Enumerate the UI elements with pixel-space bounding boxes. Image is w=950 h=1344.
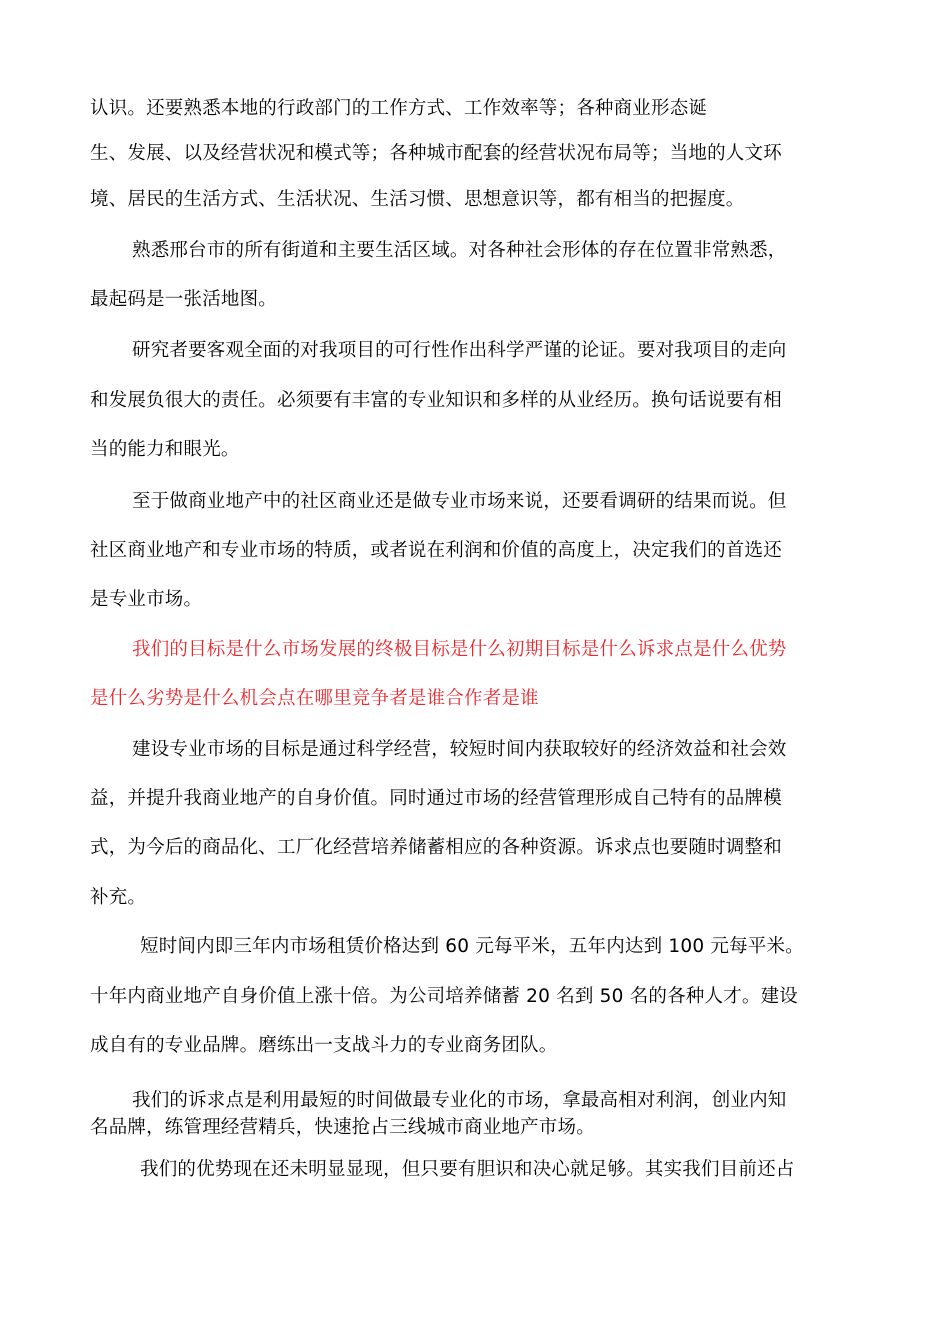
paragraph-first-line: 研究者要客观全面的对我项目的可行性作出科学严谨的论证。要对我项目的走向: [132, 340, 787, 361]
text-line: 最起码是一张活地图。: [90, 289, 278, 310]
text-line: 和发展负很大的责任。必须要有丰富的专业知识和多样的从业经历。换句话说要有相: [90, 390, 782, 411]
text-line: 认识。还要熟悉本地的行政部门的工作方式、工作效率等；各种商业形态诞: [90, 98, 708, 119]
paragraph-first-line: 建设专业市场的目标是通过科学经营，较短时间内获取较好的经济效益和社会效: [132, 739, 787, 760]
text-line: 社区商业地产和专业市场的特质，或者说在利润和价值的高度上，决定我们的首选还: [90, 540, 782, 561]
text-line: 十年内商业地产自身价值上涨十倍。为公司培养储蓄 20 名到 50 名的各种人才。建设: [90, 986, 799, 1007]
text-line: 生、发展、以及经营状况和模式等；各种城市配套的经营状况布局等；当地的人文环: [90, 143, 782, 164]
highlighted-heading-line: 是什么劣势是什么机会点在哪里竞争者是谁合作者是谁: [90, 688, 539, 709]
text-line: 境、居民的生活方式、生活状况、生活习惯、思想意识等，都有相当的把握度。: [90, 189, 745, 210]
text-line: 名品牌，练管理经营精兵，快速抢占三线城市商业地产市场。: [90, 1117, 595, 1138]
text-line: 益，并提升我商业地产的自身价值。同时通过市场的经营管理形成自己特有的品牌模: [90, 788, 782, 809]
paragraph-first-line: 短时间内即三年内市场租赁价格达到 60 元每平米，五年内达到 100 元每平米。: [140, 936, 804, 957]
text-line: 是专业市场。: [90, 589, 203, 610]
text-line: 当的能力和眼光。: [90, 439, 240, 460]
paragraph-first-line: 熟悉邢台市的所有街道和主要生活区域。对各种社会形体的存在位置非常熟悉，: [132, 240, 787, 261]
text-line: 成自有的专业品牌。磨练出一支战斗力的专业商务团队。: [90, 1035, 558, 1056]
paragraph-first-line: 我们的优势现在还未明显显现，但只要有胆识和决心就足够。其实我们目前还占: [140, 1159, 795, 1180]
highlighted-heading-line: 我们的目标是什么市场发展的终极目标是什么初期目标是什么诉求点是什么优势: [132, 639, 787, 660]
paragraph-first-line: 至于做商业地产中的社区商业还是做专业市场来说，还要看调研的结果而说。但: [132, 491, 787, 512]
paragraph-first-line: 我们的诉求点是利用最短的时间做最专业化的市场，拿最高相对利润，创业内知: [132, 1090, 787, 1111]
text-line: 式，为今后的商品化、工厂化经营培养储蓄相应的各种资源。诉求点也要随时调整和: [90, 837, 782, 858]
text-line: 补充。: [90, 887, 147, 908]
